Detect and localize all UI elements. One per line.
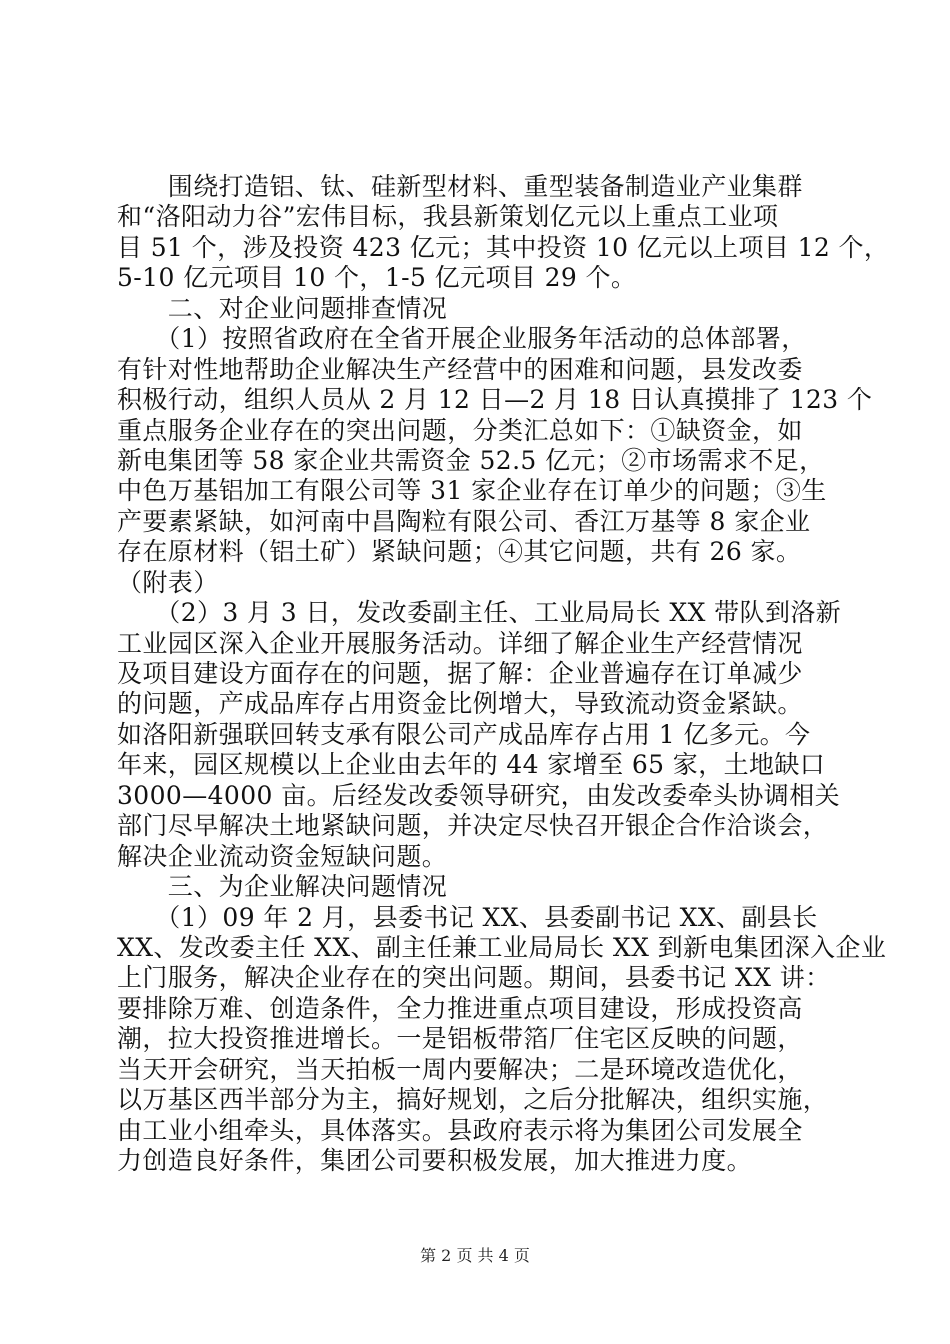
paragraph-line: 如洛阳新强联回转支承有限公司产成品库存占用 1 亿多元。今 <box>117 720 811 749</box>
paragraph-line: 有针对性地帮助企业解决生产经营中的困难和问题，县发改委 <box>117 355 803 384</box>
paragraph-line: 解决企业流动资金短缺问题。 <box>117 842 448 871</box>
paragraph-line: 力创造良好条件，集团公司要积极发展，加大推进力度。 <box>117 1146 753 1175</box>
paragraph-line: XX、发改委主任 XX、副主任兼工业局局长 XX 到新电集团深入企业 <box>117 933 887 962</box>
paragraph-line: 上门服务，解决企业存在的突出问题。期间，县委书记 XX 讲： <box>117 963 831 992</box>
paragraph-line: 积极行动，组织人员从 2 月 12 日—2 月 18 日认真摸排了 123 个 <box>117 385 873 414</box>
paragraph-line: 5-10 亿元项目 10 个，1-5 亿元项目 29 个。 <box>117 263 637 292</box>
paragraph-line: 及项目建设方面存在的问题，据了解：企业普遍存在订单减少 <box>117 659 803 688</box>
paragraph-line: 当天开会研究，当天拍板一周内要解决；二是环境改造优化， <box>117 1055 803 1084</box>
paragraph-line: 的问题，产成品库存占用资金比例增大，导致流动资金紧缺。 <box>117 689 803 718</box>
paragraph-line: 要排除万难、创造条件，全力推进重点项目建设，形成投资高 <box>117 994 803 1023</box>
paragraph-line: 重点服务企业存在的突出问题，分类汇总如下：①缺资金，如 <box>117 416 803 445</box>
paragraph-line: （1）09 年 2 月，县委书记 XX、县委副书记 XX、副县长 <box>117 903 818 932</box>
paragraph-line: 部门尽早解决土地紧缺问题，并决定尽快召开银企合作洽谈会， <box>117 811 829 840</box>
paragraph-line: 年来，园区规模以上企业由去年的 44 家增至 65 家，土地缺口 <box>117 750 826 779</box>
paragraph-line: 由工业小组牵头，具体落实。县政府表示将为集团公司发展全 <box>117 1116 803 1145</box>
paragraph-line: 潮，拉大投资推进增长。一是铝板带箔厂住宅区反映的问题， <box>117 1024 803 1053</box>
section-heading: 三、为企业解决问题情况 <box>117 872 448 901</box>
paragraph-line: 存在原材料（铝土矿）紧缺问题；④其它问题，共有 26 家。 <box>117 537 802 566</box>
paragraph-line: （1）按照省政府在全省开展企业服务年活动的总体部署， <box>117 324 807 353</box>
paragraph-line: 围绕打造铝、钛、硅新型材料、重型装备制造业产业集群 <box>117 172 803 201</box>
paragraph-line: 和“洛阳动力谷”宏伟目标，我县新策划亿元以上重点工业项 <box>117 202 779 231</box>
page-number-footer: 第 2 页 共 4 页 <box>420 1246 530 1265</box>
section-heading: 二、对企业问题排查情况 <box>117 294 448 323</box>
paragraph-line: 产要素紧缺，如河南中昌陶粒有限公司、香江万基等 8 家企业 <box>117 507 811 536</box>
paragraph-line: 以万基区西半部分为主，搞好规划，之后分批解决，组织实施， <box>117 1085 829 1114</box>
paragraph-line: 中色万基铝加工有限公司等 31 家企业存在订单少的问题；③生 <box>117 476 827 505</box>
paragraph-line: 工业园区深入企业开展服务活动。详细了解企业生产经营情况 <box>117 629 803 658</box>
paragraph-line: 目 51 个，涉及投资 423 亿元；其中投资 10 亿元以上项目 12 个， <box>117 233 890 262</box>
paragraph-line: 新电集团等 58 家企业共需资金 52.5 亿元；②市场需求不足， <box>117 446 825 475</box>
paragraph-line: （2）3 月 3 日，发改委副主任、工业局局长 XX 带队到洛新 <box>117 598 842 627</box>
paragraph-line: （附表） <box>117 568 219 597</box>
paragraph-line: 3000—4000 亩。后经发改委领导研究，由发改委牵头协调相关 <box>117 781 840 810</box>
